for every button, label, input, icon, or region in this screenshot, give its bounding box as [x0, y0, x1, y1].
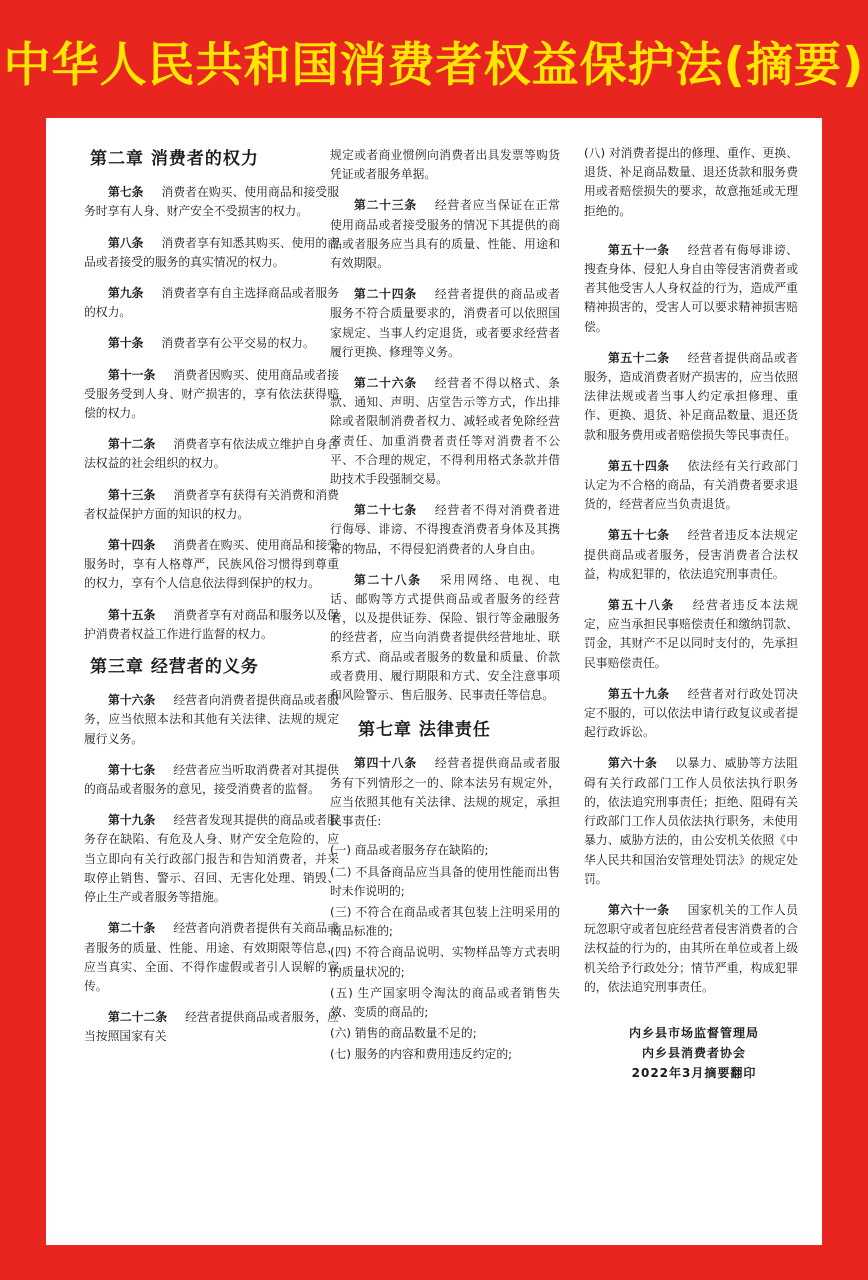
article-58 [584, 596, 798, 673]
article-heading: 第十条 [108, 336, 144, 351]
article-text: 经营者提供商品或者服务，造成消费者财产损害的，应当依照法律法规或者当事人约定承担修理、重作、更换、退货、补足商品数量、退还货款和服务费用或者赔偿损失等民事责任。 [584, 350, 798, 442]
article-heading: 第二十八条 [354, 572, 422, 587]
article-23 [330, 196, 560, 273]
article-48 [330, 754, 560, 831]
article-heading: 第十一条 [108, 367, 156, 382]
chapter-2-heading: 第二章 消费者的权力 [90, 149, 259, 169]
list-item: (六) 销售的商品数量不足的; [330, 1026, 477, 1041]
article-text: 消费者享有依法成立维护自身合法权益的社会组织的权力。 [84, 437, 339, 471]
article-8 [84, 234, 339, 272]
article-heading: 第五十二条 [608, 350, 670, 365]
article-heading: 第二十二条 [108, 1010, 168, 1025]
article-text: 消费者享有对商品和服务以及保护消费者权益工作进行监督的权力。 [84, 607, 339, 641]
article-19 [84, 811, 339, 907]
article-11 [84, 366, 339, 424]
article-22-continued: 规定或者商业惯例向消费者出具发票等购货凭证或者服务单据。 [330, 148, 560, 182]
article-59 [584, 685, 798, 743]
article-text: 经营者违反本法规定提供商品或者服务，侵害消费者合法权益，构成犯罪的，依法追究刑事责任。 [584, 528, 798, 581]
article-text: 经营者不得对消费者进行侮辱、诽谤、不得搜查消费者身体及其携带的物品，不得侵犯消费者的人身自由。 [330, 503, 560, 556]
article-heading: 第十九条 [108, 813, 156, 828]
article-text: 消费者享有公平交易的权力。 [161, 336, 315, 351]
article-12 [84, 435, 339, 473]
article-22 [84, 1008, 339, 1046]
article-heading: 第二十六条 [354, 376, 417, 391]
article-54 [584, 457, 798, 515]
article-26 [330, 374, 560, 489]
article-13 [84, 486, 339, 524]
article-27 [330, 501, 560, 559]
column-1 [46, 118, 339, 1245]
article-text: 经营者提供的商品或者服务不符合质量要求的，消费者可以依照国家规定、当事人约定退货，或者要求经营者履行更换、修理等义务。 [330, 287, 560, 359]
article-heading: 第四十八条 [354, 756, 417, 771]
article-15 [84, 606, 339, 644]
article-text: 经营者发现其提供的商品或者服务存在缺陷、有危及人身、财产安全危险的，应当立即向有关行政部门报告和告知消费者，并采取停止销售、警示、召回、无害化处理、销毁、停止生产或者服务等措施。 [84, 813, 339, 905]
page-title: 中华人民共和国消费者权益保护法(摘要) [3, 38, 865, 93]
article-text: 消费者在购买、使用商品和接受服务时享有人身、财产安全不受损害的权力。 [84, 185, 339, 219]
article-text: 采用网络、电视、电话、邮购等方式提供商品或者服务的经营者，以及提供证券、保险、银行等金融服务的经营者，应当向消费者提供经营地址、联系方式、商品或者服务的数量和质量、价款或者费用、履行期限和方式、安全注意事项和风险警示、售后服务、民事责任等信息。 [330, 572, 560, 703]
article-heading: 第七条 [108, 185, 144, 200]
article-text: 国家机关的工作人员玩忽职守或者包庇经营者侵害消费者的合法权益的行为的，由其所在单位或者上级机关给予行政处分；情节严重，构成犯罪的，依法追究刑事责任。 [584, 902, 798, 994]
article-text: 经营者违反本法规定，应当承担民事赔偿责任和缴纳罚款、罚金，其财产不足以同时支付的，先承担民事赔偿责任。 [584, 598, 798, 670]
print-date: 2022年3月摘要翻印 [631, 1065, 757, 1080]
article-7 [84, 183, 339, 221]
chapter-7-heading: 第七章 法律责任 [358, 720, 491, 741]
article-14 [84, 536, 339, 594]
article-61 [584, 901, 798, 997]
article-heading: 第十三条 [108, 487, 156, 502]
article-60 [584, 754, 798, 888]
issuer-1: 内乡县市场监督管理局 [628, 1025, 759, 1040]
list-item: (二) 不具备商品应当具备的使用性能而出售时未作说明的; [330, 864, 560, 898]
article-text: 消费者在购买、使用商品和接受服务时，享有人格尊严，民族风俗习惯得到尊重的权力，享有个人信息依法得到保护的权力。 [84, 538, 339, 591]
article-text: 消费者享有获得有关消费和消费者权益保护方面的知识的权力。 [84, 487, 339, 521]
article-heading: 第二十四条 [354, 287, 417, 302]
article-text: 经营者有侮辱诽谤、搜查身体、侵犯人身自由等侵害消费者或者其他受害人人身权益的行为，造成严重精神损害的，受害人可以要求精神损害赔偿。 [584, 242, 798, 334]
content-panel [46, 118, 822, 1245]
article-24 [330, 285, 560, 362]
article-heading: 第十四条 [108, 538, 156, 553]
article-heading: 第二十条 [108, 921, 156, 936]
list-item: (四) 不符合商品说明、实物样品等方式表明的质量状况的; [330, 945, 560, 979]
article-text: 消费者享有自主选择商品或者服务的权力。 [84, 286, 339, 320]
article-heading: 第十六条 [108, 693, 156, 708]
article-text: 消费者享有知悉其购买、使用的商品或者接受的服务的真实情况的权力。 [84, 235, 339, 269]
list-item: (五) 生产国家明令淘汰的商品或者销售失效、变质的商品的; [330, 985, 560, 1019]
article-heading: 第十七条 [108, 762, 156, 777]
article-text: 消费者因购买、使用商品或者接受服务受到人身、财产损害的，享有依法获得赔偿的权力。 [84, 367, 339, 421]
article-51 [584, 241, 798, 337]
article-heading: 第二十七条 [354, 503, 417, 518]
article-text: 经营者不得以格式、条款、通知、声明、店堂告示等方式，作出排除或者限制消费者权力、减轻或者免除经营者责任、加重消费者责任等对消费者不公平、不合理的规定，不得利用格式条款并借助技术手段强制交易。 [330, 376, 560, 487]
article-16 [84, 691, 339, 749]
article-heading: 第十五条 [108, 607, 156, 622]
article-text: 经营者提供商品或者服务，应当按照国家有关 [84, 1010, 339, 1044]
article-10 [84, 334, 339, 353]
article-text: 经营者提供商品或者服务有下列情形之一的、除本法另有规定外，应当依照其他有关法律、法规的规定，承担民事责任: [330, 756, 560, 829]
column-3 [584, 118, 798, 1245]
article-text: 经营者对行政处罚决定不服的，可以依法申请行政复议或者提起行政诉讼。 [584, 686, 798, 740]
chapter-3-heading: 第三章 经营者的义务 [90, 657, 259, 678]
article-heading: 第二十三条 [354, 198, 417, 213]
article-text: 经营者应当保证在正常使用商品或者接受服务的情况下其提供的商品或者服务应当具有的质量、性能、用途和有效期限。 [330, 198, 560, 271]
article-17 [84, 761, 339, 799]
article-heading: 第五十一条 [608, 242, 670, 257]
article-text: 依法经有关行政部门认定为不合格的商品，有关消费者要求退货的，经营者应当负责退货。 [584, 458, 798, 512]
article-48-items [330, 841, 560, 1064]
list-item: (七) 服务的内容和费用违反约定的; [330, 1047, 513, 1062]
article-57 [584, 526, 798, 584]
article-text: 以暴力、威胁等方法阻碍有关行政部门工作人员依法执行职务的，依法追究刑事责任；拒绝、阻碍有关行政部门工作人员依法执行职务，未使用暴力、威胁方法的，由公安机关依照《中华人民共和国治安管理处罚法》的规定处罚。 [584, 756, 798, 886]
list-item: (一) 商品或者服务存在缺陷的; [330, 843, 489, 858]
article-9 [84, 284, 339, 322]
article-heading: 第五十四条 [608, 458, 670, 473]
article-text: 经营者应当听取消费者对其提供的商品或者服务的意见，接受消费者的监督。 [84, 762, 339, 797]
column-2 [330, 118, 560, 1245]
article-heading: 第五十七条 [608, 528, 670, 543]
article-heading: 第五十八条 [608, 598, 675, 613]
article-heading: 第五十九条 [608, 686, 670, 701]
article-48-item-8: (八) 对消费者提出的修理、重作、更换、退货、补足商品数量、退还货款和服务费用或者赔偿损失的要求，故意拖延或无理拒绝的。 [584, 146, 798, 218]
article-heading: 第八条 [108, 235, 144, 250]
article-28 [330, 571, 560, 705]
article-heading: 第六十一条 [608, 902, 670, 917]
article-heading: 第十二条 [108, 437, 156, 452]
article-heading: 第九条 [108, 286, 144, 301]
article-text: 经营者向消费者提供商品或者服务，应当依照本法和其他有关法律、法规的规定履行义务。 [84, 693, 339, 746]
article-52 [584, 349, 798, 445]
article-text: 经营者向消费者提供有关商品或者服务的质量、性能、用途、有效期限等信息，应当真实、全面、不得作虚假或者引人误解的宣传。 [84, 921, 339, 993]
article-20 [84, 919, 339, 996]
list-item: (三) 不符合在商品或者其包装上注明采用的商品标准的; [330, 904, 560, 939]
issuer-2: 内乡县消费者协会 [641, 1045, 746, 1060]
article-heading: 第六十条 [608, 756, 658, 771]
signature-block [584, 1023, 798, 1083]
